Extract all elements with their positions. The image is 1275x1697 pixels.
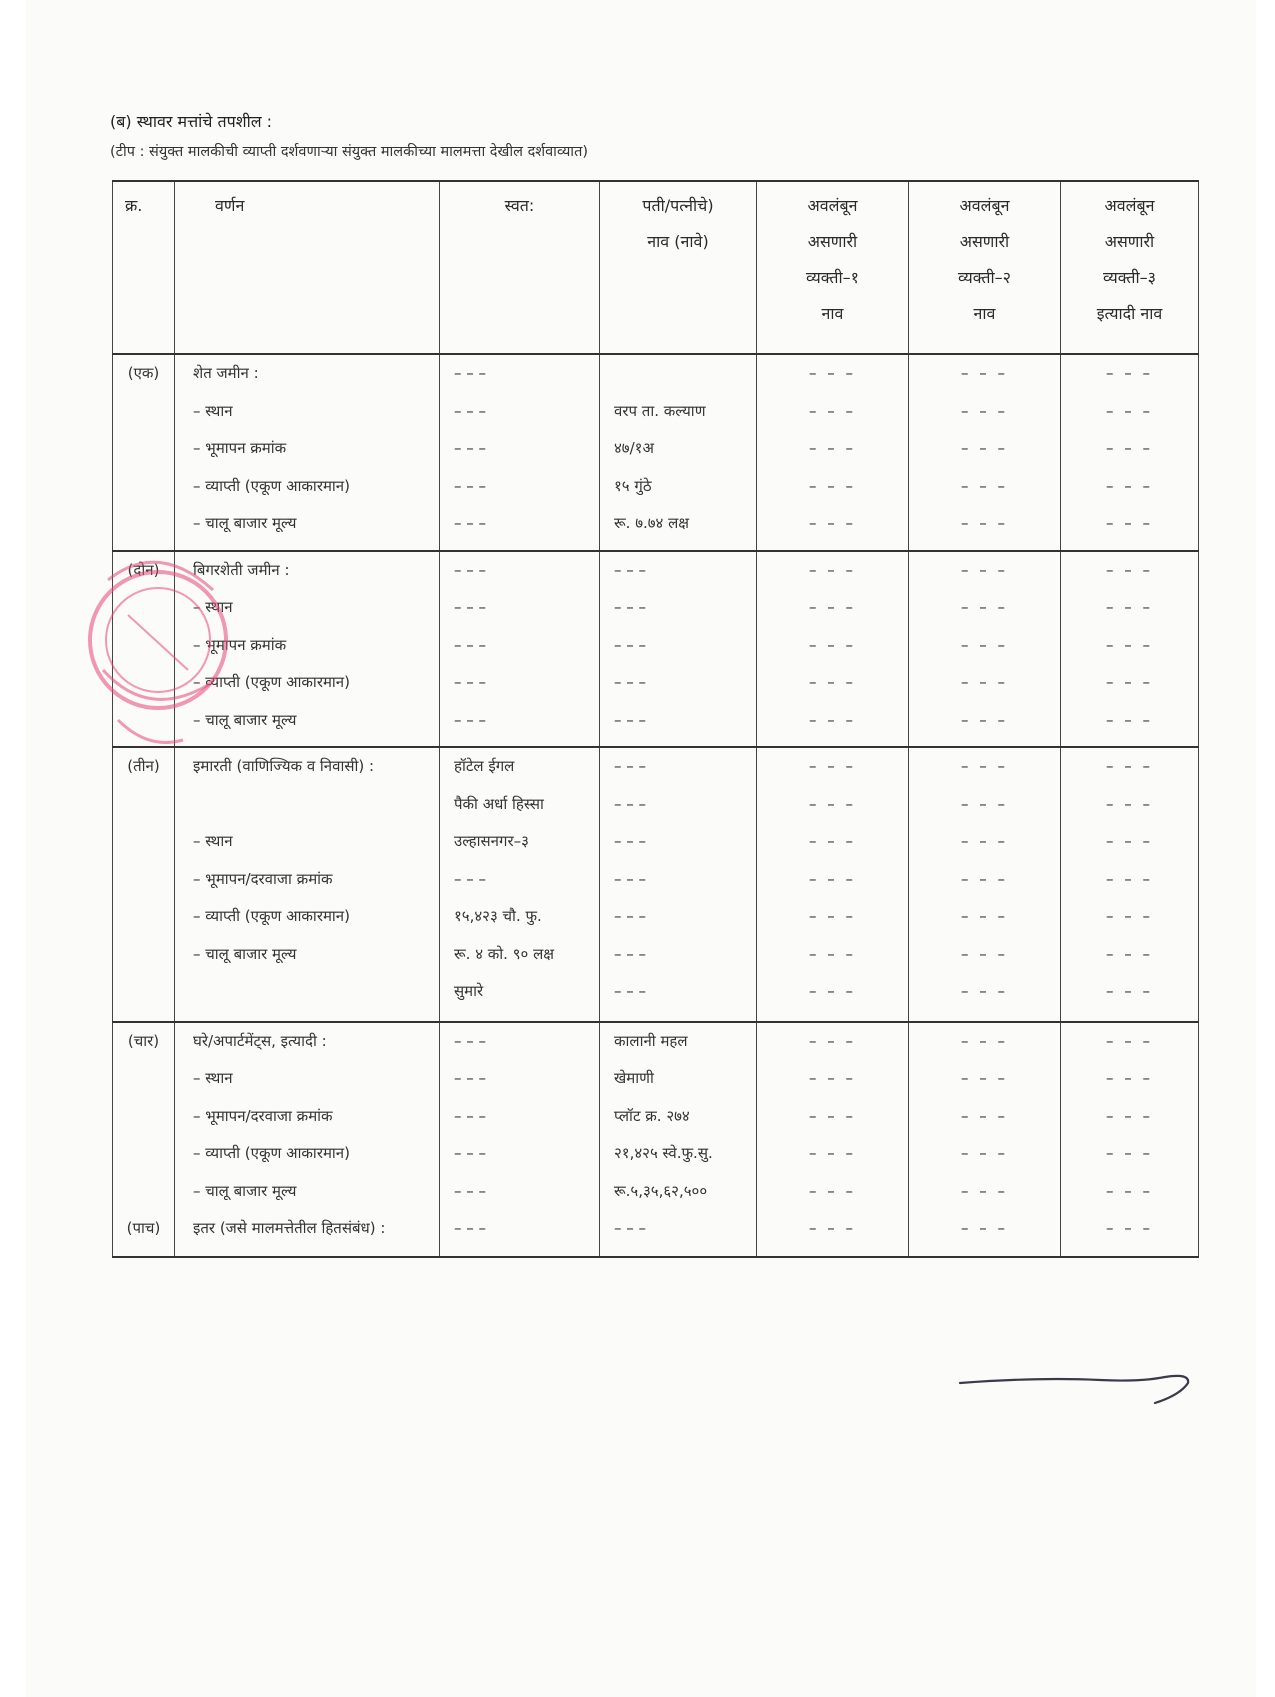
self-line: – – –: [454, 673, 487, 692]
d2-line: – – –: [960, 869, 1009, 888]
d2-line: – – –: [960, 982, 1009, 1001]
empty-line: [113, 468, 174, 506]
desc-line: – भूमापन क्रमांक: [193, 439, 287, 457]
spouse-line: वरप ता. कल्याण: [614, 401, 706, 420]
spouse-line: – – –: [614, 757, 647, 776]
desc-line: शेत जमीन :: [193, 364, 259, 382]
empty-line: [113, 1173, 174, 1211]
self-line: पैकी अर्धा हिस्सा: [454, 794, 544, 813]
spouse-line: – – –: [614, 673, 647, 692]
table-header-row: [113, 181, 1199, 354]
self-cell: [440, 1022, 600, 1258]
spouse-line: – – –: [614, 794, 647, 813]
desc-line: – चालू बाजार मूल्य: [193, 710, 297, 729]
column-header-1: [113, 181, 175, 354]
d2-line: – – –: [960, 560, 1009, 579]
column-header-2: [175, 181, 440, 354]
empty-line: [113, 1060, 174, 1098]
d2-line: – – –: [960, 1144, 1009, 1162]
spouse-line: – – –: [614, 869, 647, 888]
empty-line: [113, 936, 174, 974]
d3-cell: [1061, 1022, 1199, 1258]
desc-cell: [175, 354, 440, 551]
desc-line: [175, 786, 439, 824]
self-line: – – –: [454, 1219, 487, 1237]
d2-line: – – –: [960, 710, 1009, 729]
d2-line: – – –: [960, 401, 1009, 420]
empty-line: [113, 589, 174, 627]
row-number: (एक): [127, 364, 160, 382]
desc-line: इतर (जसे मालमत्तेतील हितसंबंध) :: [193, 1219, 386, 1237]
desc-line: – व्याप्ती (एकूण आकारमान): [193, 476, 350, 495]
spouse-line: – – –: [614, 982, 647, 1001]
row-number-cell: [113, 354, 175, 551]
d2-line: – – –: [960, 944, 1009, 963]
d3-cell: [1061, 354, 1199, 551]
desc-line: – भूमापन क्रमांक: [193, 635, 287, 654]
d2-line: – – –: [960, 476, 1009, 495]
spouse-cell: [600, 551, 757, 748]
d3-line: – – –: [1105, 794, 1154, 813]
spouse-line: रू.५,३५,६२,५००: [614, 1181, 708, 1200]
column-header-4: [600, 181, 757, 354]
empty-line: [113, 1098, 174, 1136]
d1-line: – – –: [808, 1069, 857, 1087]
d1-line: – – –: [808, 476, 857, 495]
spouse-line: – – –: [614, 907, 647, 926]
self-line: – – –: [454, 560, 487, 579]
d3-line: – – –: [1105, 1144, 1154, 1162]
self-line: उल्हासनगर–३: [454, 832, 529, 851]
header-line: अवलंबून: [807, 196, 858, 215]
empty-line: [113, 430, 174, 468]
d2-line: – – –: [960, 1031, 1009, 1050]
d1-line: – – –: [808, 794, 857, 813]
header-line: नाव: [973, 304, 996, 323]
empty-line: [113, 1135, 174, 1173]
d3-line: – – –: [1105, 832, 1154, 851]
self-cell: [440, 551, 600, 748]
d3-cell: [1061, 747, 1199, 1021]
d3-line: – – –: [1105, 476, 1154, 495]
d3-line: – – –: [1105, 560, 1154, 579]
section-heading: (ब) स्थावर मत्तांचे तपशील :: [110, 112, 273, 131]
spouse-line: कालानी महल: [614, 1031, 688, 1050]
header-line: इत्यादी नाव: [1096, 304, 1163, 323]
header-line: असणारी: [1104, 232, 1155, 251]
empty-line: [113, 505, 174, 543]
self-cell: [440, 354, 600, 551]
table-row: [113, 1022, 1199, 1258]
d2-line: – – –: [960, 1181, 1009, 1200]
d1-line: – – –: [808, 635, 857, 654]
row-number: (दोन): [127, 560, 160, 579]
d3-line: – – –: [1105, 757, 1154, 776]
d3-line: – – –: [1105, 944, 1154, 963]
d2-cell: [909, 1022, 1061, 1258]
d3-line: – – –: [1105, 982, 1154, 1001]
desc-cell: [175, 747, 440, 1021]
d2-line: – – –: [960, 757, 1009, 776]
d1-cell: [757, 1022, 909, 1258]
empty-line: [113, 861, 174, 899]
d1-line: – – –: [808, 757, 857, 776]
row-number: (चार): [127, 1031, 160, 1050]
d2-line: – – –: [960, 1069, 1009, 1087]
self-line: – – –: [454, 635, 487, 654]
spouse-line: १५ गुंठे: [614, 476, 652, 495]
spouse-line: – – –: [614, 1219, 647, 1237]
table-row: [113, 551, 1199, 748]
spouse-line: – – –: [614, 560, 647, 579]
self-line: हॉटेल ईगल: [454, 757, 515, 776]
desc-line: – भूमापन/दरवाजा क्रमांक: [193, 1106, 333, 1125]
header-line: नाव: [821, 304, 844, 323]
self-line: – – –: [454, 869, 487, 888]
d1-cell: [757, 551, 909, 748]
self-line: सुमारे: [454, 982, 484, 1001]
self-line: – – –: [454, 1031, 487, 1050]
d2-line: – – –: [960, 439, 1009, 457]
empty-line: [113, 898, 174, 936]
desc-line: – भूमापन/दरवाजा क्रमांक: [193, 869, 333, 888]
desc-cell: [175, 551, 440, 748]
d3-line: – – –: [1105, 439, 1154, 457]
self-line: १५,४२३ चौ. फु.: [454, 907, 542, 926]
desc-line: घरे/अपार्टमेंट्स, इत्यादी :: [193, 1031, 327, 1050]
header-line: असणारी: [807, 232, 858, 251]
header-line: अवलंबून: [1104, 196, 1155, 215]
header-line: वर्णन: [215, 196, 245, 215]
d3-line: – – –: [1105, 1031, 1154, 1050]
self-line: – – –: [454, 710, 487, 729]
self-line: – – –: [454, 598, 487, 617]
desc-line: – स्थान: [193, 1069, 233, 1087]
d1-line: – – –: [808, 401, 857, 420]
d3-line: – – –: [1105, 673, 1154, 692]
desc-line: – चालू बाजार मूल्य: [193, 1181, 297, 1200]
column-header-3: [440, 181, 600, 354]
table-body: [113, 354, 1199, 1257]
d1-line: – – –: [808, 1031, 857, 1050]
empty-line: [113, 664, 174, 702]
spouse-line: – – –: [614, 944, 647, 963]
d3-line: – – –: [1105, 635, 1154, 654]
self-line: – – –: [454, 1106, 487, 1125]
d3-cell: [1061, 551, 1199, 748]
d1-line: – – –: [808, 1219, 857, 1237]
d3-line: – – –: [1105, 907, 1154, 926]
desc-line: – स्थान: [193, 598, 233, 617]
d1-line: – – –: [808, 439, 857, 457]
spouse-line: ४७/१अ: [614, 439, 654, 457]
d3-line: – – –: [1105, 1219, 1154, 1237]
section-note: (टीप : संयुक्त मालकीची व्याप्ती दर्शवणाऱ्या संयुक्त मालकीच्या मालमत्ता देखील दर्शवाव्यात): [110, 144, 588, 160]
row-number: (पाच): [126, 1219, 161, 1237]
d1-line: – – –: [808, 869, 857, 888]
d1-line: – – –: [808, 832, 857, 851]
desc-line: [175, 973, 439, 1011]
self-line: – – –: [454, 1144, 487, 1162]
d3-line: – – –: [1105, 364, 1154, 382]
spouse-line: रू. ७.७४ लक्ष: [614, 514, 690, 532]
d2-cell: [909, 551, 1061, 748]
d3-line: – – –: [1105, 1069, 1154, 1087]
spouse-line: – – –: [614, 598, 647, 617]
d3-line: – – –: [1105, 598, 1154, 617]
d1-line: – – –: [808, 944, 857, 963]
column-header-7: [1061, 181, 1199, 354]
empty-line: [113, 786, 174, 824]
spouse-line: – – –: [614, 635, 647, 654]
d1-line: – – –: [808, 364, 857, 382]
d1-cell: [757, 354, 909, 551]
d1-line: – – –: [808, 1144, 857, 1162]
desc-line: इमारती (वाणिज्यिक व निवासी) :: [193, 757, 375, 776]
desc-line: – व्याप्ती (एकूण आकारमान): [193, 1144, 350, 1162]
header-line: असणारी: [959, 232, 1010, 251]
d1-line: – – –: [808, 560, 857, 579]
spouse-line: खेमाणी: [614, 1069, 654, 1087]
header-line: नाव (नावे): [647, 232, 709, 251]
d1-line: – – –: [808, 982, 857, 1001]
spouse-line: २१,४२५ स्वे.फु.सु.: [614, 1144, 713, 1162]
spouse-cell: [600, 354, 757, 551]
d1-line: – – –: [808, 514, 857, 532]
header-line: स्वत:: [504, 196, 535, 215]
empty-line: [113, 973, 174, 1011]
d2-line: – – –: [960, 832, 1009, 851]
d3-line: – – –: [1105, 1181, 1154, 1200]
d2-line: – – –: [960, 364, 1009, 382]
empty-line: [113, 393, 174, 431]
d1-line: – – –: [808, 907, 857, 926]
header-line: पती/पत्नीचे): [642, 196, 714, 215]
row-number: (तीन): [127, 757, 160, 776]
desc-cell: [175, 1022, 440, 1258]
d3-line: – – –: [1105, 1106, 1154, 1125]
self-line: – – –: [454, 514, 487, 532]
column-header-5: [757, 181, 909, 354]
header-line: व्यक्ती–३: [1103, 268, 1156, 287]
d1-line: – – –: [808, 1106, 857, 1125]
row-number-cell: [113, 1022, 175, 1258]
d1-line: – – –: [808, 710, 857, 729]
desc-line: – चालू बाजार मूल्य: [193, 514, 297, 532]
spouse-line: [600, 355, 756, 393]
self-line: – – –: [454, 476, 487, 495]
d1-line: – – –: [808, 598, 857, 617]
empty-line: [113, 627, 174, 665]
self-line: – – –: [454, 364, 487, 382]
d2-cell: [909, 354, 1061, 551]
header-line: अवलंबून: [959, 196, 1010, 215]
d3-line: – – –: [1105, 869, 1154, 888]
self-line: – – –: [454, 1181, 487, 1200]
column-header-6: [909, 181, 1061, 354]
d2-line: – – –: [960, 673, 1009, 692]
self-cell: [440, 747, 600, 1021]
desc-line: बिगरशेती जमीन :: [193, 560, 290, 579]
desc-line: – व्याप्ती (एकूण आकारमान): [193, 673, 350, 692]
header-line: व्यक्ती–२: [958, 268, 1011, 287]
empty-line: [113, 823, 174, 861]
d2-line: – – –: [960, 635, 1009, 654]
desc-line: – स्थान: [193, 401, 233, 420]
d3-line: – – –: [1105, 710, 1154, 729]
table-row: [113, 747, 1199, 1021]
desc-line: – स्थान: [193, 832, 233, 851]
spouse-line: प्लॉट क्र. २७४: [614, 1106, 690, 1125]
self-line: – – –: [454, 439, 487, 457]
d1-line: – – –: [808, 1181, 857, 1200]
header-line: क्र.: [125, 196, 143, 215]
d1-line: – – –: [808, 673, 857, 692]
self-line: – – –: [454, 1069, 487, 1087]
d1-cell: [757, 747, 909, 1021]
empty-line: [113, 702, 174, 740]
row-number-cell: [113, 551, 175, 748]
d2-line: – – –: [960, 598, 1009, 617]
d3-line: – – –: [1105, 514, 1154, 532]
spouse-line: – – –: [614, 710, 647, 729]
d2-line: – – –: [960, 907, 1009, 926]
desc-line: – व्याप्ती (एकूण आकारमान): [193, 907, 350, 926]
table-row: [113, 354, 1199, 551]
d2-line: – – –: [960, 1219, 1009, 1237]
header-line: व्यक्ती–१: [806, 268, 859, 287]
d3-line: – – –: [1105, 401, 1154, 420]
spouse-line: – – –: [614, 832, 647, 851]
spouse-cell: [600, 747, 757, 1021]
d2-line: – – –: [960, 1106, 1009, 1125]
spouse-cell: [600, 1022, 757, 1258]
row-number-cell: [113, 747, 175, 1021]
immovable-assets-table: [112, 180, 1199, 1258]
self-line: – – –: [454, 401, 487, 420]
d2-line: – – –: [960, 794, 1009, 813]
self-line: रू. ४ को. ९० लक्ष: [454, 944, 554, 963]
d2-cell: [909, 747, 1061, 1021]
desc-line: – चालू बाजार मूल्य: [193, 944, 297, 963]
d2-line: – – –: [960, 514, 1009, 532]
